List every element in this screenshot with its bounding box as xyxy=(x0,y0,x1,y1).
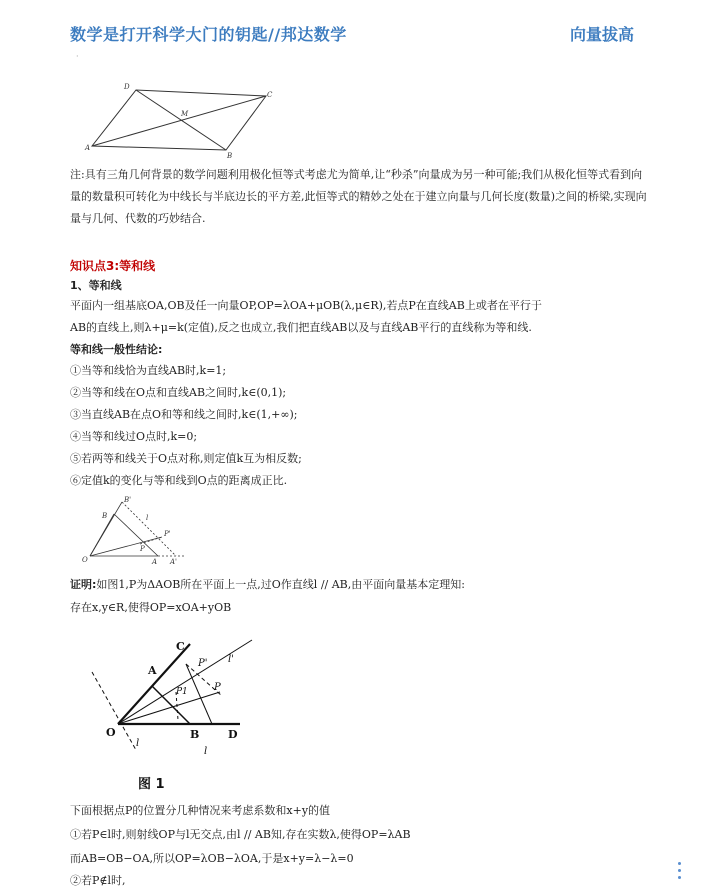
bottom-line-4: ②若P∉l时, xyxy=(70,874,126,887)
label-a: A xyxy=(148,664,157,677)
figure-caption: 图 1 xyxy=(138,777,165,792)
label-l: l xyxy=(146,514,149,522)
conclusion-item: ①当等和线恰为直线AB时,k=1; xyxy=(70,364,227,377)
label-a: A xyxy=(85,144,91,152)
bottom-line-1: 下面根据点P的位置分几种情况来考虑系数和x+y的值 xyxy=(70,804,331,817)
stray-dot: · xyxy=(76,52,79,61)
label-b: B xyxy=(227,152,233,160)
label-l-prime: l' xyxy=(228,654,234,665)
proof-line-2: 存在x,y∈R,使得OP=xOA+yOB xyxy=(70,601,232,614)
definition-line-1: 平面内一组基底OA,OB及任一向量OP,OP=λOA+μOB(λ,μ∈R),若点P在直线AB上或者在平行于 xyxy=(70,299,542,312)
proof-figure xyxy=(82,632,262,767)
proof-label: 证明: xyxy=(70,578,97,591)
label-c: C xyxy=(176,640,185,653)
label-p: P xyxy=(140,545,145,553)
parallelogram-figure xyxy=(80,80,280,160)
subsection-title: 1、等和线 xyxy=(70,279,122,292)
label-a: A xyxy=(152,558,158,566)
conclusion-item: ④当等和线过O点时,k=0; xyxy=(70,430,198,443)
label-d: D xyxy=(124,83,130,91)
label-l-bottom: l xyxy=(204,746,208,757)
header-topic: 向量拔高 xyxy=(570,25,635,44)
bottom-line-2: ①若P∈l时,则射线OP与l无交点,由l // AB知,存在实数λ,使得OP=λAB xyxy=(70,828,411,841)
definition-line-2: AB的直线上,则λ+μ=k(定值),反之也成立,我们把直线AB以及与直线AB平行的直线称为等和线. xyxy=(70,321,532,334)
label-p: P xyxy=(214,682,221,693)
label-p-prime: P' xyxy=(198,658,208,669)
label-b: B xyxy=(102,512,108,520)
section-title: 知识点3:等和线 xyxy=(70,259,156,273)
label-p-prime: P' xyxy=(164,530,171,538)
conclusion-item: ⑤若两等和线关于O点对称,则定值k互为相反数; xyxy=(70,452,302,465)
bottom-line-3: 而AB=OB−OA,所以OP=λOB−λOA,于是x+y=λ−λ=0 xyxy=(70,852,354,865)
note-paragraph: 注:具有三角几何背景的数学问题利用极化恒等式考虑尤为简单,让“秒杀”向量成为另一种可能;我们从极化恒等式看到向量的数量积可转化为中线长与半底边长的平方差,此恒等式的精妙之处在于建立向量与几何长度(数量)之间的桥梁,实现向量与几何、代数的巧妙结合. xyxy=(70,168,647,225)
label-d: D xyxy=(228,728,238,741)
proof-line-1 xyxy=(70,578,465,592)
header-title: 数学是打开科学大门的钥匙//邦达数学 xyxy=(70,25,347,44)
label-b: B xyxy=(190,728,200,741)
proof-text: 如图1,P为ΔAOB所在平面上一点,过O作直线l // AB,由平面向量基本定理知: xyxy=(96,578,465,591)
conclusion-title: 等和线一般性结论: xyxy=(70,343,163,356)
label-l-left: l xyxy=(136,738,140,749)
conclusion-item: ③当直线AB在点O和等和线之间时,k∈(1,+∞); xyxy=(70,408,298,421)
label-o: O xyxy=(82,556,88,564)
label-a-prime: A' xyxy=(170,558,177,566)
label-m: M xyxy=(181,110,189,118)
label-o: O xyxy=(106,726,116,739)
label-p1: P1 xyxy=(176,687,188,697)
conclusion-item: ⑥定值k的变化与等和线到O点的距离成正比. xyxy=(70,474,288,487)
conclusion-item: ②当等和线在O点和直线AB之间时,k∈(0,1); xyxy=(70,386,287,399)
label-c: C xyxy=(267,91,273,99)
label-b-prime: B' xyxy=(124,496,132,504)
level-line-figure xyxy=(80,492,200,572)
scroll-indicator[interactable] xyxy=(678,862,682,883)
